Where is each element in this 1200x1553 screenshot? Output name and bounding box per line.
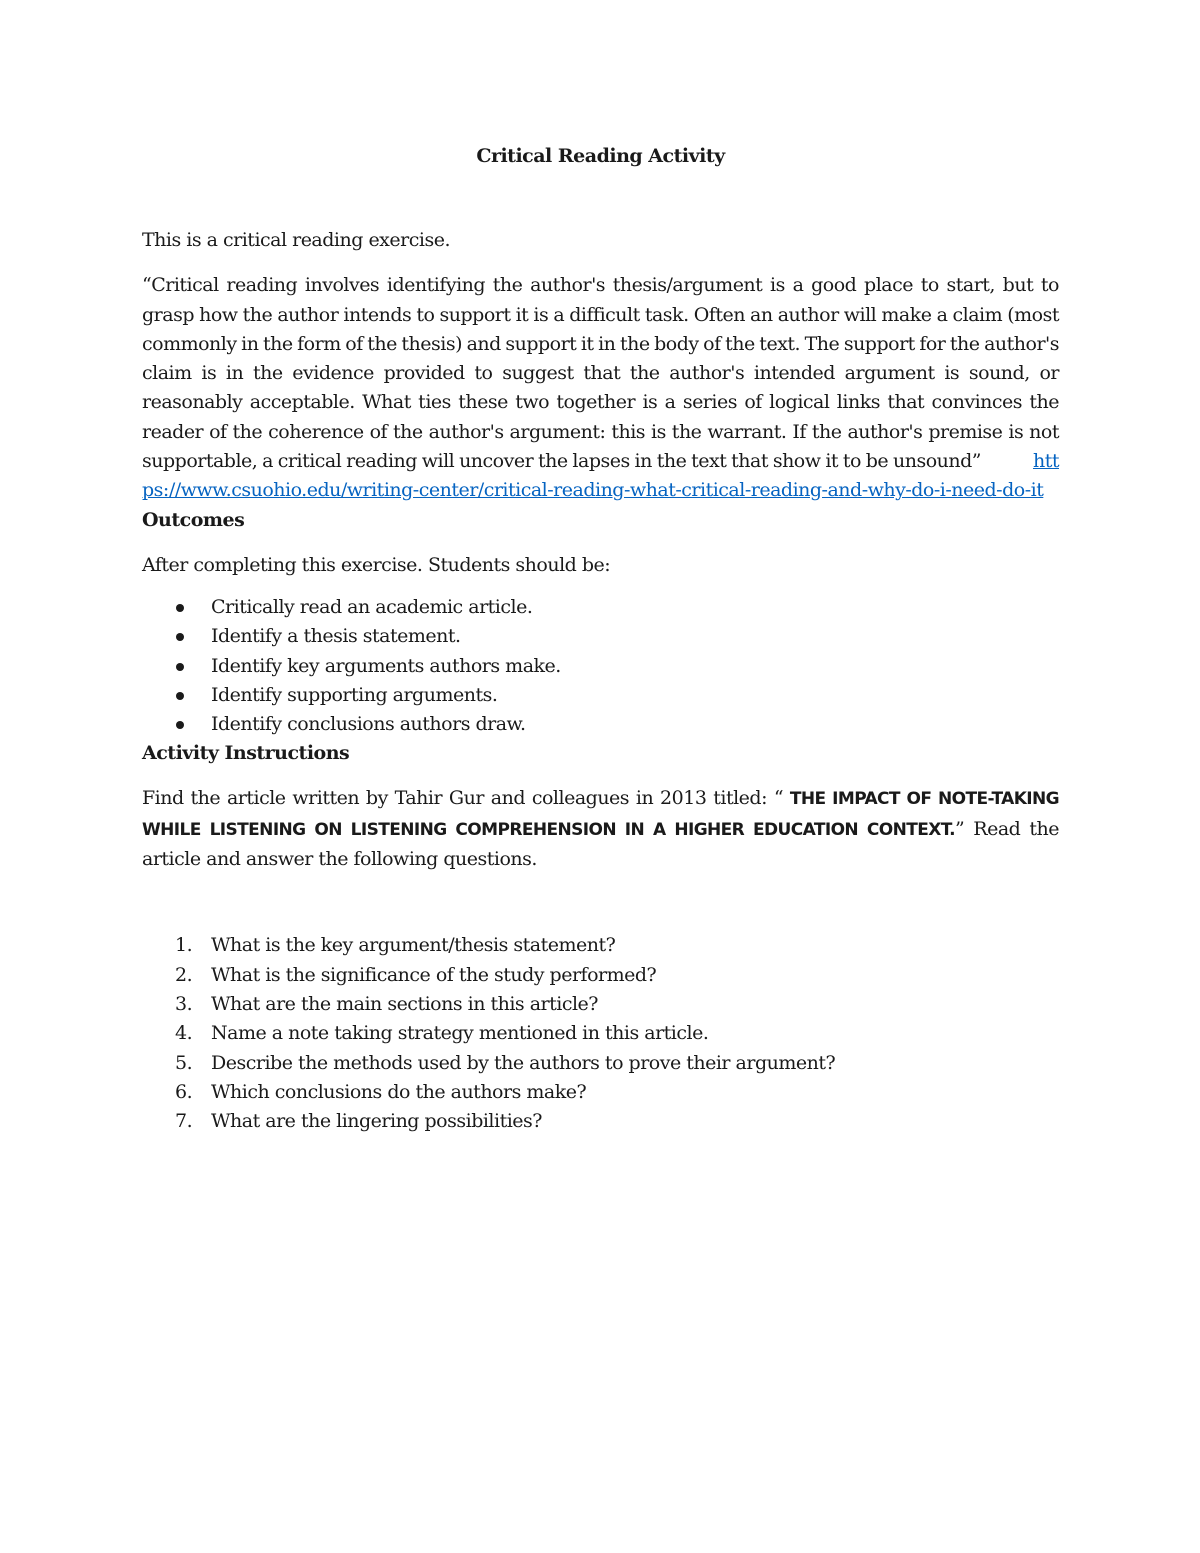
question-number: 1.	[175, 934, 193, 957]
list-item	[142, 990, 1059, 1019]
intro-paragraph: This is a critical reading exercise.	[142, 229, 450, 251]
list-item	[142, 961, 1059, 990]
question-number: 3.	[175, 992, 193, 1015]
question-text: What is the key argument/thesis statement?	[211, 934, 616, 957]
article-title: THE IMPACT OF NOTE-TAKING WHILE LISTENING ON LISTENING COMPREHENSION IN A HIGHER EDUCATION CONTEXT.	[142, 789, 1059, 840]
questions-list	[142, 931, 1059, 1136]
bullet-icon	[176, 721, 184, 729]
list-item: Critically read an academic article.	[142, 593, 1059, 622]
question-text: Describe the methods used by the authors to prove their argument?	[211, 1051, 836, 1074]
list-item	[142, 1078, 1059, 1107]
activity-heading: Activity Instructions	[142, 742, 350, 765]
list-item	[142, 1049, 1059, 1078]
source-link[interactable]: https://www.csuohio.edu/writing-center/critical-reading-what-critical-reading-and-why-do-i-need-do-it	[142, 450, 1059, 502]
outcomes-lead: After completing this exercise. Students should be:	[142, 553, 611, 576]
question-number: 5.	[175, 1051, 193, 1074]
bullet-icon	[176, 633, 184, 641]
question-number: 4.	[175, 1022, 193, 1045]
outcomes-heading: Outcomes	[142, 508, 245, 531]
bullet-icon	[176, 692, 184, 700]
page-title: Critical Reading Activity	[476, 145, 725, 167]
question-number: 2.	[175, 963, 193, 986]
question-text: What are the main sections in this article?	[211, 992, 598, 1015]
list-item: Identify key arguments authors make.	[142, 652, 1059, 681]
quote-text: “Critical reading involves identifying the author's thesis/argument is a good place to start, but to grasp how the author intends to support it is a difficult task. Often an author will make a claim (most commonly in the form of the thesis) and support it in the body of the text. The support for the author's claim is in the evidence provided to suggest that the author's intended argument is sound, or reasonably acceptable. What ties these two together is a series of logical links that convinces the reader of the coherence of the author's argument: this is the warrant. If the author's premise is not supportable, a critical reading will uncover the lapses in the text that show it to be unsound”	[142, 274, 1060, 473]
list-item	[142, 1107, 1059, 1136]
list-item: Identify conclusions authors draw.	[142, 710, 1059, 739]
question-number: 6.	[175, 1080, 193, 1103]
list-item: Identify a thesis statement.	[142, 622, 1059, 651]
quote-paragraph	[142, 271, 1059, 505]
question-text: Name a note taking strategy mentioned in this article.	[211, 1022, 709, 1045]
bullet-icon	[176, 663, 184, 671]
document-body	[142, 140, 1059, 1136]
list-item	[142, 1019, 1059, 1048]
list-item	[142, 931, 1059, 960]
question-text: What are the lingering possibilities?	[211, 1110, 542, 1133]
outcomes-list	[142, 593, 1059, 739]
question-text: What is the significance of the study performed?	[211, 963, 657, 986]
question-number: 7.	[175, 1110, 193, 1133]
activity-paragraph	[142, 784, 1059, 874]
list-item: Identify supporting arguments.	[142, 681, 1059, 710]
activity-text-before: Find the article written by Tahir Gur and colleagues in 2013 titled: “	[142, 787, 790, 810]
activity-text-after: ” Read the article and answer the following questions.	[142, 817, 1059, 871]
question-text: Which conclusions do the authors make?	[211, 1080, 587, 1103]
bullet-icon	[176, 604, 184, 612]
